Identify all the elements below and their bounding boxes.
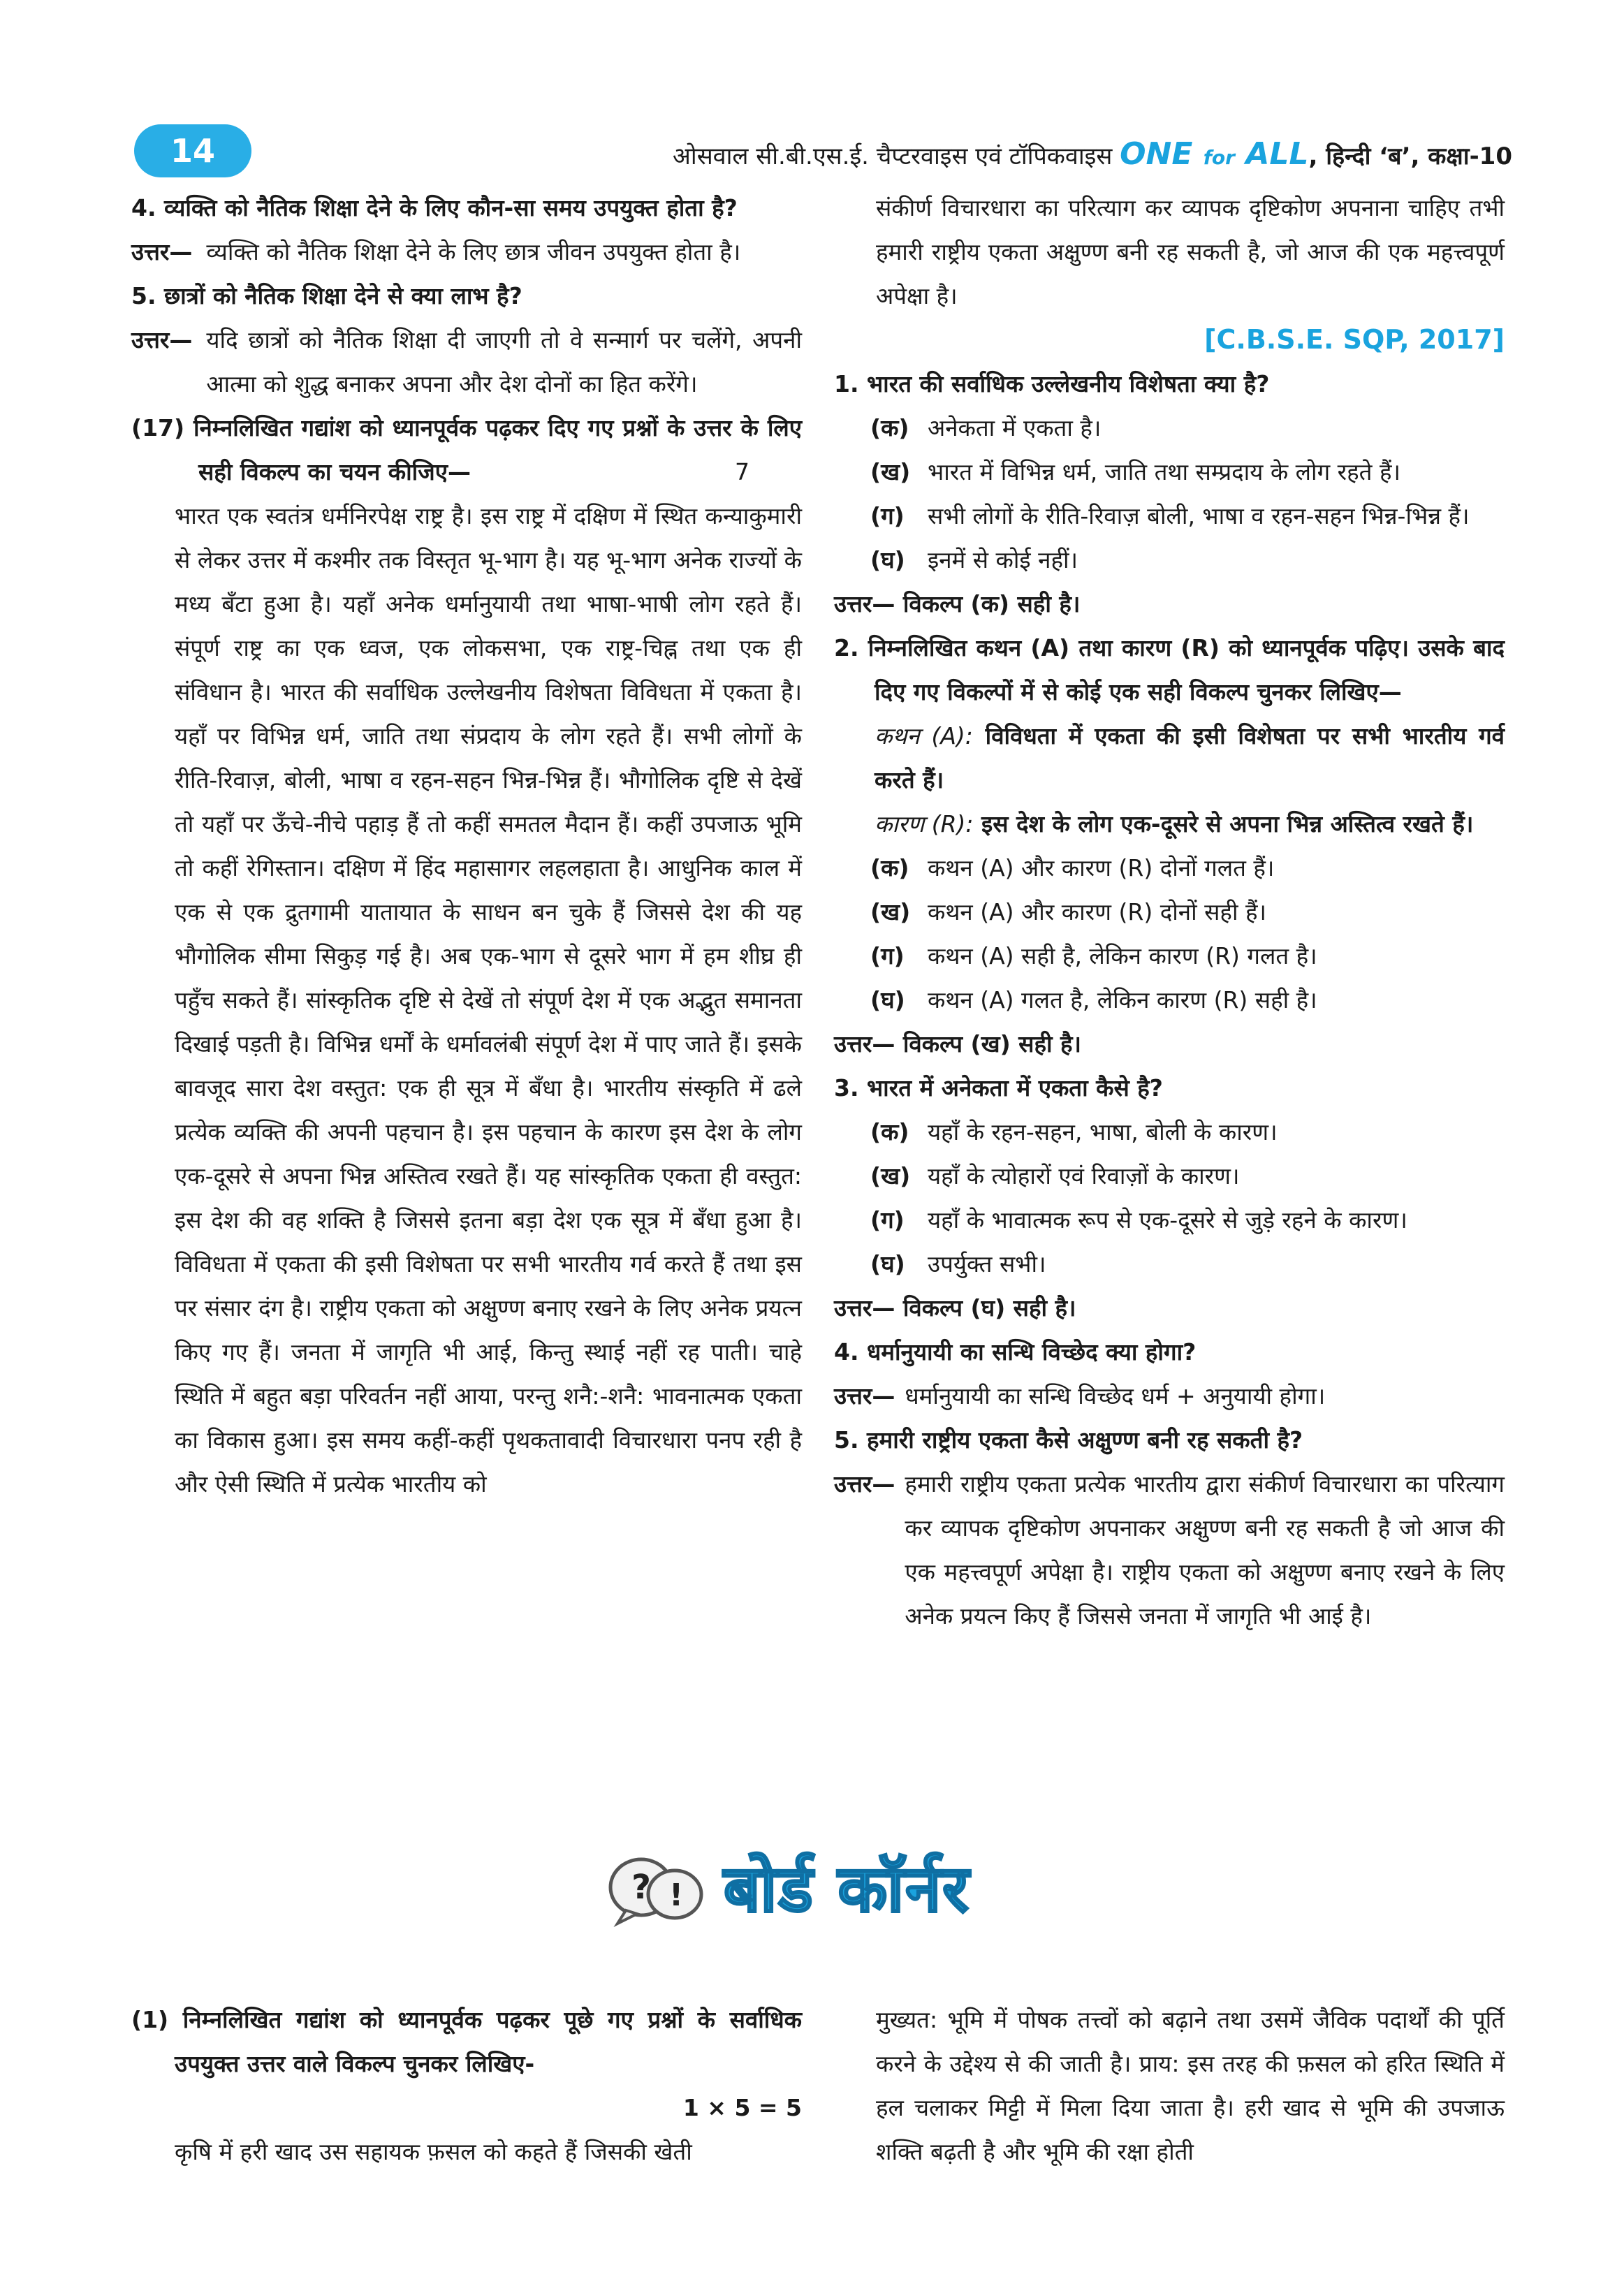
- answer-text: व्यक्ति को नैतिक शिक्षा देने के लिए छात्र जीवन उपयुक्त होता है।: [206, 238, 741, 265]
- option-item: [834, 538, 1505, 582]
- question-2-options: [834, 846, 1505, 1022]
- answer-5-right: [834, 1462, 1505, 1638]
- option-label: (घ): [870, 986, 905, 1013]
- option-item: [834, 1198, 1505, 1242]
- option-text: यहाँ के रहन-सहन, भाषा, बोली के कारण।: [928, 1118, 1278, 1145]
- answer-2: उत्तर— विकल्प (ख) सही है।: [834, 1030, 1082, 1057]
- board-corner-heading: [605, 1844, 1024, 1935]
- option-label: (ख): [870, 458, 911, 485]
- question-exclaim-icon: [605, 1851, 710, 1928]
- passage: भारत एक स्वतंत्र धर्मनिरपेक्ष राष्ट्र है। इस राष्ट्र में दक्षिण में स्थित कन्याकुमारी से लेकर उत्तर में कश्मीर तक विस्तृत भू-भाग है। यह भू-भाग अनेक राज्यों के मध्य बँटा हुआ है। यहाँ अनेक धर्मानुयायी तथा भाषा-भाषी लोग रहते हैं। संपूर्ण राष्ट्र का एक ध्वज, एक लोकसभा, एक राष्ट्र-चिह्न तथा एक ही संविधान है। भारत की सर्वाधिक उल्लेखनीय विशेषता विविधता में एकता है। यहाँ पर विभिन्न धर्म, जाति तथा संप्रदाय के लोग रहते हैं। सभी लोगों के रीति-रिवाज़, बोली, भाषा व रहन-सहन भिन्न-भिन्न हैं। भौगोलिक दृष्टि से देखें तो यहाँ पर ऊँचे-नीचे पहाड़ हैं तो कहीं समतल मैदान हैं। कहीं उपजाऊ भूमि तो कहीं रेगिस्तान। दक्षिण में हिंद महासागर लहलहाता है। आधुनिक काल में एक से एक द्रुतगामी यातायात के साधन बन चुके हैं जिससे देश की यह भौगोलिक सीमा सिकुड़ गई है। अब एक-भाग से दूसरे भाग में हम शीघ्र ही पहुँच सकते हैं। सांस्कृतिक दृष्टि से देखें तो संपूर्ण देश में एक अद्भुत समानता दिखाई पड़ती है। विभिन्न धर्मों के धर्मावलंबी संपूर्ण देश में पाए जाते हैं। इसके बावजूद सारा देश वस्तुत: एक ही सूत्र में बँधा है। भारतीय संस्कृति में ढले प्रत्येक व्यक्ति की अपनी पहचान है। इस पहचान के कारण इस देश के लोग एक-दूसरे से अपना भिन्न अस्तित्व रखते हैं। यह सांस्कृतिक एकता ही वस्तुत: इस देश की वह शक्ति है जिससे इतना बड़ा देश एक सूत्र में बँधा हुआ है। विविधता में एकता की इसी विशेषता पर सभी भारतीय गर्व करते हैं तथा इस पर संसार दंग है। राष्ट्रीय एकता को अक्षुण्ण बनाए रखने के लिए अनेक प्रयत्न किए गए हैं। जनता में जागृति भी आई, किन्तु स्थाई नहीं रह पाती। चाहे स्थिति में बहुत बड़ा परिवर्तन नहीं आया, परन्तु शनै:-शनै: भावनात्मक एकता का विकास हुआ। इस समय कहीं-कहीं पृथकतावादी विचारधारा पनप रही है और ऐसी स्थिति में प्रत्येक भारतीय को: [175, 502, 802, 1498]
- answer-label: उत्तर—: [131, 238, 193, 265]
- passage-continued: संकीर्ण विचारधारा का परित्याग कर व्यापक दृष्टिकोण अपनाना चाहिए तभी हमारी राष्ट्रीय एकता अक्षुण्ण बनी रह सकती है, जो आज की एक महत्त्वपूर्ण अपेक्षा है।: [876, 194, 1505, 309]
- question-5-right: 5. हमारी राष्ट्रीय एकता कैसे अक्षुण्ण बनी रह सकती है?: [834, 1426, 1303, 1454]
- question-1: 1. भारत की सर्वाधिक उल्लेखनीय विशेषता क्या है?: [834, 370, 1270, 397]
- reason-text: इस देश के लोग एक-दूसरे से अपना भिन्न अस्तित्व रखते हैं।: [981, 810, 1474, 837]
- option-item: [834, 406, 1505, 450]
- option-text: कथन (A) गलत है, लेकिन कारण (R) सही है।: [928, 986, 1317, 1013]
- option-text: उपर्युक्त सभी।: [928, 1250, 1046, 1278]
- option-label: (ग): [870, 1206, 905, 1233]
- question-17-text: (17) निम्नलिखित गद्यांश को ध्यानपूर्वक पढ़कर दिए गए प्रश्नों के उत्तर के लिए सही विकल्प का चयन कीजिए—: [131, 414, 802, 485]
- header-title-prefix: ओसवाल सी.बी.एस.ई. चैप्टरवाइस एवं टॉपिकवाइस: [672, 142, 1113, 170]
- option-item: [834, 1242, 1505, 1286]
- answer-1: उत्तर— विकल्प (क) सही है।: [834, 590, 1081, 617]
- board-left-column: [131, 1998, 802, 2174]
- board-right-column: [834, 1998, 1505, 2174]
- option-text: अनेकता में एकता है।: [928, 414, 1102, 441]
- brand-all: ALL: [1245, 136, 1309, 172]
- answer-3: उत्तर— विकल्प (घ) सही है।: [834, 1294, 1076, 1322]
- brand-logo: [1120, 136, 1308, 172]
- option-label: (ग): [870, 502, 905, 529]
- option-label: (घ): [870, 1250, 905, 1278]
- answer-4: [131, 230, 802, 274]
- reason-label: कारण (R):: [875, 810, 974, 837]
- svg-text:!: !: [668, 1877, 684, 1913]
- question-4-right: 4. धर्मानुयायी का सन्धि विच्छेद क्या होगा?: [834, 1338, 1197, 1366]
- option-item: [834, 934, 1505, 978]
- question-17: (17) निम्नलिखित गद्यांश को ध्यानपूर्वक पढ़कर दिए गए प्रश्नों के उत्तर के लिए सही विकल्प का चयन कीजिए— 7: [131, 414, 802, 485]
- option-item: [834, 978, 1505, 1022]
- option-label: (क): [870, 1118, 909, 1145]
- left-column: [131, 186, 802, 1506]
- option-label: (ख): [870, 1162, 911, 1189]
- option-label: (क): [870, 854, 909, 881]
- option-item: [834, 450, 1505, 494]
- assertion-text: विविधता में एकता की इसी विशेषता पर सभी भारतीय गर्व करते हैं।: [875, 722, 1505, 793]
- answer-text: धर्मानुयायी का सन्धि विच्छेद धर्म + अनुयायी होगा।: [905, 1382, 1326, 1410]
- option-item: [834, 846, 1505, 890]
- answer-label: उत्तर—: [131, 326, 193, 353]
- board-passage-left: कृषि में हरी खाद उस सहायक फ़सल को कहते हैं जिसकी खेती: [175, 2138, 692, 2165]
- answer-5: [131, 318, 802, 406]
- assertion-label: कथन (A):: [875, 722, 973, 749]
- option-item: [834, 890, 1505, 934]
- question-5: 5. छात्रों को नैतिक शिक्षा देने से क्या लाभ है?: [131, 282, 522, 309]
- option-item: [834, 494, 1505, 538]
- answer-label: उत्तर—: [834, 1470, 895, 1498]
- question-3: 3. भारत में अनेकता में एकता कैसे है?: [834, 1074, 1163, 1101]
- option-text: यहाँ के भावात्मक रूप से एक-दूसरे से जुड़े रहने के कारण।: [928, 1206, 1407, 1233]
- option-text: भारत में विभिन्न धर्म, जाति तथा सम्प्रदाय के लोग रहते हैं।: [928, 458, 1401, 485]
- question-4: 4. व्यक्ति को नैतिक शिक्षा देने के लिए कौन-सा समय उपयुक्त होता है?: [131, 194, 738, 221]
- option-text: यहाँ के त्योहारों एवं रिवाज़ों के कारण।: [928, 1162, 1240, 1189]
- assertion: [834, 714, 1505, 802]
- board-corner-title: बोर्ड कॉर्नर: [724, 1852, 970, 1926]
- svg-text:?: ?: [631, 1868, 651, 1907]
- option-text: सभी लोगों के रीति-रिवाज़ बोली, भाषा व रहन-सहन भिन्न-भिन्न हैं।: [928, 502, 1470, 529]
- answer-text: हमारी राष्ट्रीय एकता प्रत्येक भारतीय द्वारा संकीर्ण विचारधारा का परित्याग कर व्यापक दृष्टिकोण अपनाकर अक्षुण्ण बनी रह सकती है जो आज की एक महत्त्वपूर्ण अपेक्षा है। राष्ट्रीय एकता को अक्षुण्ण बनाए रखने के लिए अनेक प्रयत्न किए हैं जिससे जनता में जागृति भी आई है।: [905, 1470, 1505, 1630]
- running-header: [673, 137, 1512, 175]
- right-column: [834, 186, 1505, 1638]
- reason: [834, 802, 1505, 846]
- question-2: 2. निम्नलिखित कथन (A) तथा कारण (R) को ध्यानपूर्वक पढ़िए। उसके बाद दिए गए विकल्पों में से कोई एक सही विकल्प चुनकर लिखिए—: [834, 634, 1505, 705]
- question-3-options: [834, 1110, 1505, 1286]
- option-text: इनमें से कोई नहीं।: [928, 546, 1078, 573]
- answer-label: उत्तर—: [834, 1382, 895, 1410]
- option-text: कथन (A) और कारण (R) दोनों गलत हैं।: [928, 854, 1275, 881]
- page-number-badge: 14: [134, 124, 251, 177]
- option-label: (क): [870, 414, 909, 441]
- source-citation: [C.B.S.E. SQP, 2017]: [1204, 324, 1505, 355]
- option-item: [834, 1110, 1505, 1154]
- header-title-suffix: , हिन्दी ‘ब’, कक्षा-10: [1308, 142, 1512, 170]
- question-1-options: [834, 406, 1505, 582]
- option-text: कथन (A) सही है, लेकिन कारण (R) गलत है।: [928, 942, 1317, 969]
- option-text: कथन (A) और कारण (R) दोनों सही हैं।: [928, 898, 1267, 925]
- answer-text: यदि छात्रों को नैतिक शिक्षा दी जाएगी तो वे सन्मार्ग पर चलेंगे, अपनी आत्मा को शुद्ध बनाकर अपना और देश दोनों का हित करेंगे।: [206, 326, 802, 397]
- brand-for: for: [1203, 146, 1235, 169]
- option-label: (घ): [870, 546, 905, 573]
- answer-4-right: [834, 1374, 1505, 1418]
- option-label: (ग): [870, 942, 905, 969]
- board-question-1: (1) निम्नलिखित गद्यांश को ध्यानपूर्वक पढ़कर पूछे गए प्रश्नों के सर्वाधिक उपयुक्त उत्तर वाले विकल्प चुनकर लिखिए-: [131, 2006, 802, 2077]
- board-question-1-marks: 1 × 5 = 5: [682, 2094, 802, 2121]
- brand-one: ONE: [1120, 136, 1193, 172]
- board-passage-right: मुख्यत: भूमि में पोषक तत्त्वों को बढ़ाने तथा उसमें जैविक पदार्थों की पूर्ति करने के उद्देश्य से की जाती है। प्राय: इस तरह की फ़सल को हरित स्थिति में हल चलाकर मिट्टी में मिला दिया जाता है। हरी खाद से भूमि की उपजाऊ शक्ति बढ़ती है और भूमि की रक्षा होती: [876, 2006, 1505, 2165]
- option-label: (ख): [870, 898, 911, 925]
- option-item: [834, 1154, 1505, 1198]
